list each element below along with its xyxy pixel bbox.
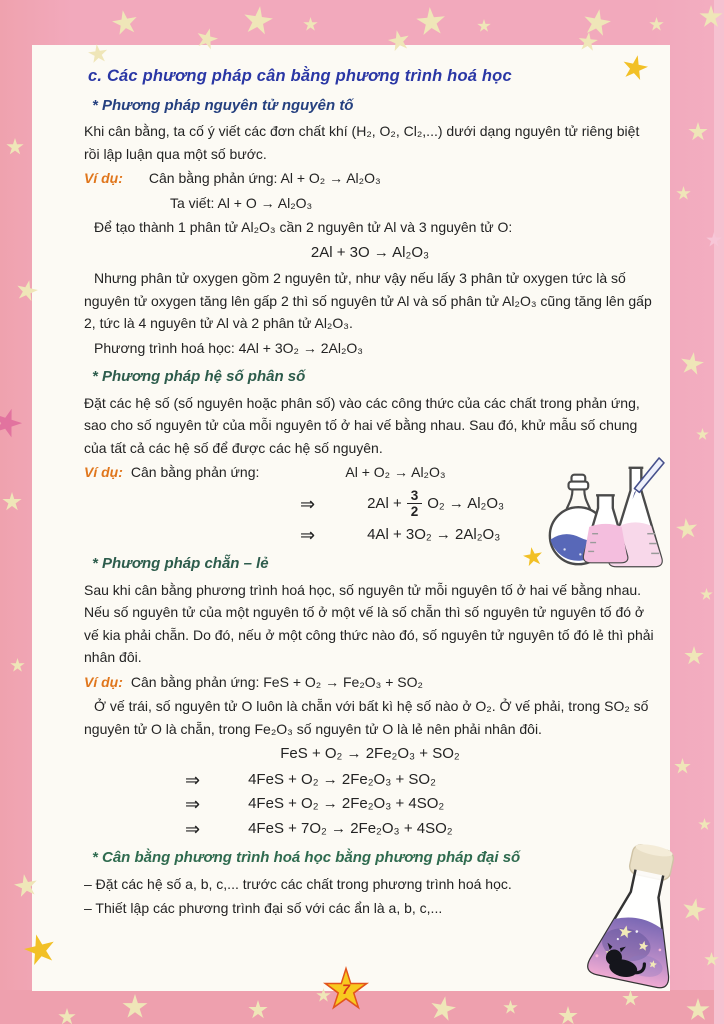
worksheet-page — [32, 45, 670, 991]
star-icon — [110, 8, 140, 38]
star-icon — [10, 658, 25, 673]
method2-example-text: Cân bằng phản ứng: — [130, 464, 260, 480]
chemistry-flasks-icon — [537, 455, 665, 584]
method4-line1: – Đặt các hệ số a, b, c,... trước các chất trong phương trình hoá học. — [84, 875, 512, 892]
method3-step3-equation: 4FeS + 7O₂ → 2Fe₂O₃ + 4SO₂ — [248, 819, 453, 837]
star-icon — [684, 646, 704, 666]
star-icon — [696, 428, 709, 441]
page-number-star — [322, 966, 370, 1014]
method2-equation0: Al + O₂ → Al₂O₃ — [345, 464, 446, 480]
method1-explanation-line: Để tạo thành 1 phân tử Al₂O₃ cần 2 nguyên tử Al và 3 nguyên tử O: — [94, 219, 513, 235]
method4-title: * Cân bằng phương trình hoá học bằng phương pháp đại số — [92, 849, 521, 867]
equation-part: O₂ → Al₂O₃ — [427, 494, 505, 512]
star-icon — [678, 350, 705, 377]
example-label: Ví dụ: — [84, 170, 123, 186]
method1-example-equation: Cân bằng phản ứng: Al + O₂ → Al₂O₃ — [148, 170, 381, 186]
implies-arrow-icon: ⇒ — [185, 794, 201, 815]
star-icon — [415, 6, 448, 39]
galaxy-flask-cat-icon — [572, 840, 704, 1019]
border-right-edge — [714, 0, 724, 1024]
method1-title: * Phương pháp nguyên tử nguyên tố — [92, 96, 354, 114]
implies-arrow-icon: ⇒ — [300, 524, 316, 545]
method3-centered-equation: FeS + O₂ → 2Fe₂O₃ + SO₂ — [280, 745, 460, 763]
page-title: c. Các phương pháp cân bằng phương trình hoá học — [88, 67, 512, 85]
method3-paragraph2: Ở vế trái, số nguyên tử O luôn là chẵn với bất kì hệ số nào ở O₂. Ở vế phải, trong SO₂ số nguyên tử O là chẵn, trong Fe₂O₃ số nguyên tử O là lẻ nên phải nhân đôi. — [84, 698, 649, 737]
method2-intro: Đặt các hệ số (số nguyên hoặc phân số) vào các công thức của các chất trong phản ứng, sao cho số nguyên tử của mỗi nguyên tố ở hai vế bằng nhau. Sau đó, khử mẫu số chung của tất cả các hệ số để được các hệ số nguyên. — [84, 394, 640, 456]
fraction — [407, 488, 423, 520]
method2-step2-equation: 4Al + 3O₂ → 2Al₂O₃ — [367, 525, 501, 543]
method3-step1-equation: 4FeS + O₂ → 2Fe₂O₃ + SO₂ — [248, 770, 436, 788]
star-icon — [0, 404, 26, 442]
method1-rewrite-equation: Ta viết: Al + O → Al₂O₃ — [170, 194, 313, 211]
method3-example-equation: Cân bằng phản ứng: FeS + O₂ → Fe₂O₃ + SO₂ — [130, 673, 423, 690]
star-icon — [2, 492, 22, 512]
fraction-denominator: 2 — [410, 504, 419, 520]
method3-example-row — [84, 671, 656, 694]
star-icon — [700, 588, 713, 601]
method4-line2: – Thiết lập các phương trình đại số với các ẩn là a, b, c,... — [84, 900, 443, 917]
star-icon — [675, 517, 700, 542]
method3-step2 — [84, 793, 656, 816]
star-icon — [477, 19, 491, 33]
star-icon — [676, 186, 691, 201]
example-label: Ví dụ: — [84, 673, 123, 690]
method1-example-row — [84, 167, 656, 190]
method1-intro: Khi cân bằng, ta cố ý viết các đơn chất khí (H₂, O₂, Cl₂,...) dưới dạng nguyên tử riêng biệt rồi lập luận qua một số bước. — [84, 123, 640, 162]
method3-intro: Sau khi cân bằng phương trình hoá học, số nguyên tử mỗi nguyên tố ở hai vế bằng nhau. Nếu số nguyên tử của một nguyên tố ở một vế là số chẵn thì số nguyên tử nguyên tố đó ở vế kia phải chẵn. Do đó, nếu ở một công thức nào đó, số nguyên tử nguyên tố đó lẻ thì phải nhân đôi. — [84, 581, 654, 666]
implies-arrow-icon: ⇒ — [300, 493, 316, 514]
method1-paragraph2: Nhưng phân tử oxygen gồm 2 nguyên tử, như vậy nếu lấy 3 phân tử oxygen tức là số nguyên tử oxygen tăng lên gấp 2 thì số nguyên tử Al và số phân tử Al₂O₃ cũng tăng lên gấp 2, tức là 4 nguyên tử Al và 2 phân tử Al₂O₃. — [84, 270, 652, 331]
method1-centered-equation: 2Al + 3O → Al₂O₃ — [310, 243, 430, 261]
star-icon — [303, 17, 318, 32]
method3-step2-equation: 4FeS + O₂ → 2Fe₂O₃ + 4SO₂ — [248, 795, 445, 813]
method3-title: * Phương pháp chẵn – lẻ — [92, 555, 269, 573]
method3-step3 — [84, 818, 656, 841]
star-icon — [649, 17, 664, 32]
implies-arrow-icon: ⇒ — [185, 769, 201, 790]
star-icon — [698, 818, 711, 831]
example-label: Ví dụ: — [84, 464, 123, 480]
star-icon — [581, 7, 613, 39]
method1-final-equation: Phương trình hoá học: 4Al + 3O₂ → 2Al₂O₃ — [94, 339, 363, 356]
star-icon — [674, 758, 691, 775]
method2-title: * Phương pháp hệ số phân số — [92, 368, 306, 385]
implies-arrow-icon: ⇒ — [185, 818, 201, 839]
method3-step1 — [84, 769, 656, 792]
star-icon — [688, 122, 708, 142]
equation-part: 2Al + — [367, 494, 402, 512]
star-icon — [6, 138, 24, 156]
method2-step1-equation — [367, 488, 504, 520]
fraction-numerator: 3 — [407, 488, 423, 505]
page-number: 7 — [342, 981, 350, 997]
star-icon — [241, 4, 275, 38]
